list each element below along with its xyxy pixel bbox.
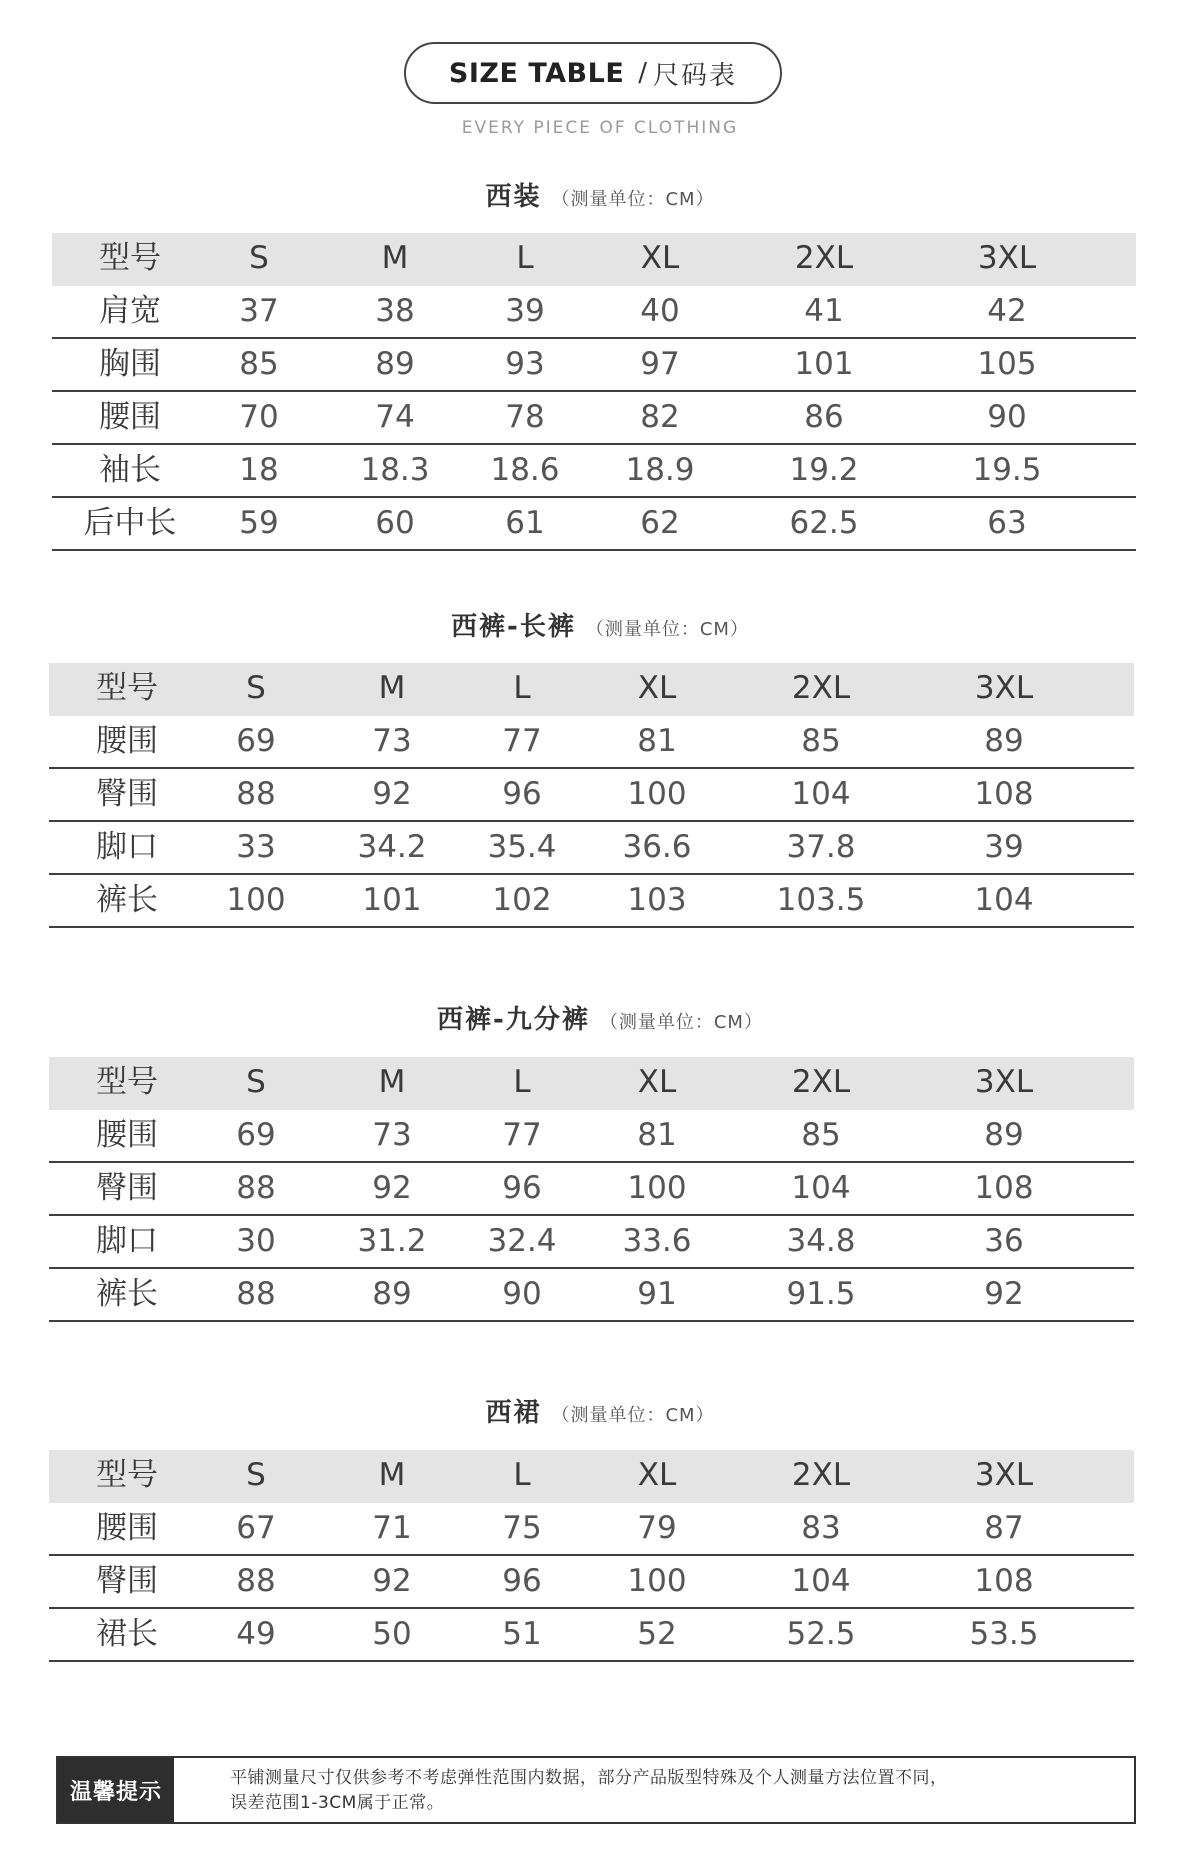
table-row bbox=[49, 1609, 1134, 1662]
title-english: SIZE TABLE bbox=[448, 57, 625, 89]
measurement-cell: 91.5 bbox=[786, 1276, 856, 1312]
size-table-suit bbox=[52, 233, 1136, 551]
measurement-cell: 104 bbox=[974, 882, 1034, 918]
column-header-model: 型号 bbox=[96, 670, 158, 706]
measurement-cell: 82 bbox=[640, 399, 680, 435]
measurement-cell: 61 bbox=[505, 505, 545, 541]
unit-label: （测量单位：CM） bbox=[551, 1405, 715, 1426]
measurement-cell: 92 bbox=[372, 1563, 412, 1599]
column-header-size: S bbox=[246, 1064, 266, 1100]
column-header-model: 型号 bbox=[96, 1064, 158, 1100]
column-header-size: S bbox=[246, 1457, 266, 1493]
measurement-cell: 63 bbox=[987, 505, 1027, 541]
table-row bbox=[49, 1163, 1134, 1216]
measurement-cell: 91 bbox=[637, 1276, 677, 1312]
size-table-skirt bbox=[49, 1450, 1134, 1662]
column-header-size: XL bbox=[637, 1457, 677, 1493]
measurement-cell: 33 bbox=[236, 829, 276, 865]
measurement-cell: 69 bbox=[236, 723, 276, 759]
column-header-size: L bbox=[513, 1064, 531, 1100]
column-header-model: 型号 bbox=[96, 1457, 158, 1493]
row-label: 臀围 bbox=[96, 1563, 158, 1599]
measurement-cell: 102 bbox=[492, 882, 552, 918]
measurement-cell: 100 bbox=[627, 1563, 687, 1599]
tips-text bbox=[174, 1758, 948, 1822]
measurement-cell: 35.4 bbox=[487, 829, 557, 865]
column-header-size: M bbox=[378, 670, 406, 706]
measurement-cell: 97 bbox=[640, 346, 680, 382]
row-label: 袖长 bbox=[99, 452, 161, 488]
table-row bbox=[49, 769, 1134, 822]
measurement-cell: 32.4 bbox=[487, 1223, 557, 1259]
measurement-cell: 60 bbox=[375, 505, 415, 541]
table-row bbox=[52, 392, 1136, 445]
row-label: 腰围 bbox=[96, 1510, 158, 1546]
size-table-trousers-cropped bbox=[49, 1057, 1134, 1322]
measurement-cell: 18.3 bbox=[360, 452, 430, 488]
column-header-size: 2XL bbox=[791, 670, 851, 706]
measurement-cell: 78 bbox=[505, 399, 545, 435]
measurement-cell: 103 bbox=[627, 882, 687, 918]
measurement-cell: 100 bbox=[627, 1170, 687, 1206]
measurement-cell: 36 bbox=[984, 1223, 1024, 1259]
measurement-cell: 87 bbox=[984, 1510, 1024, 1546]
measurement-cell: 36.6 bbox=[622, 829, 692, 865]
measurement-cell: 89 bbox=[984, 1117, 1024, 1153]
measurement-cell: 96 bbox=[502, 776, 542, 812]
column-header-size: 3XL bbox=[974, 1064, 1034, 1100]
column-header-size: M bbox=[378, 1457, 406, 1493]
measurement-cell: 33.6 bbox=[622, 1223, 692, 1259]
column-header-size: XL bbox=[637, 1064, 677, 1100]
measurement-cell: 104 bbox=[791, 1563, 851, 1599]
column-header-size: 3XL bbox=[974, 670, 1034, 706]
measurement-cell: 50 bbox=[372, 1616, 412, 1652]
table-header-row bbox=[49, 1450, 1134, 1503]
measurement-cell: 37 bbox=[239, 293, 279, 329]
measurement-cell: 101 bbox=[794, 346, 854, 382]
row-label: 胸围 bbox=[99, 346, 161, 382]
size-table-title bbox=[404, 42, 782, 104]
tips-line-2: 误差范围1-3CM属于正常。 bbox=[230, 1793, 445, 1813]
measurement-cell: 96 bbox=[502, 1170, 542, 1206]
measurement-cell: 92 bbox=[984, 1276, 1024, 1312]
row-label: 臀围 bbox=[96, 1170, 158, 1206]
table-row bbox=[49, 1110, 1134, 1163]
measurement-cell: 19.2 bbox=[789, 452, 859, 488]
measurement-cell: 89 bbox=[372, 1276, 412, 1312]
table-header-row bbox=[52, 233, 1136, 286]
section-name: 西装 bbox=[485, 182, 542, 212]
measurement-cell: 88 bbox=[236, 1563, 276, 1599]
measurement-cell: 79 bbox=[637, 1510, 677, 1546]
measurement-cell: 71 bbox=[372, 1510, 412, 1546]
measurement-cell: 89 bbox=[984, 723, 1024, 759]
section-name: 西裤-长裤 bbox=[451, 612, 576, 642]
measurement-cell: 67 bbox=[236, 1510, 276, 1546]
section-name: 西裤-九分裤 bbox=[437, 1005, 590, 1035]
table-row bbox=[52, 498, 1136, 551]
row-label: 腰围 bbox=[96, 723, 158, 759]
measurement-cell: 89 bbox=[375, 346, 415, 382]
row-label: 肩宽 bbox=[99, 293, 161, 329]
measurement-cell: 70 bbox=[239, 399, 279, 435]
column-header-size: XL bbox=[640, 240, 680, 276]
measurement-cell: 39 bbox=[984, 829, 1024, 865]
measurement-cell: 100 bbox=[226, 882, 286, 918]
tips-box bbox=[56, 1756, 1136, 1824]
measurement-cell: 85 bbox=[801, 723, 841, 759]
measurement-cell: 77 bbox=[502, 723, 542, 759]
table-row bbox=[49, 1216, 1134, 1269]
measurement-cell: 38 bbox=[375, 293, 415, 329]
measurement-cell: 77 bbox=[502, 1117, 542, 1153]
unit-label: （测量单位：CM） bbox=[599, 1012, 763, 1033]
measurement-cell: 19.5 bbox=[972, 452, 1042, 488]
measurement-cell: 81 bbox=[637, 1117, 677, 1153]
measurement-cell: 31.2 bbox=[357, 1223, 427, 1259]
measurement-cell: 49 bbox=[236, 1616, 276, 1652]
measurement-cell: 18.6 bbox=[490, 452, 560, 488]
table-row bbox=[49, 1269, 1134, 1322]
column-header-size: M bbox=[381, 240, 409, 276]
measurement-cell: 93 bbox=[505, 346, 545, 382]
measurement-cell: 90 bbox=[987, 399, 1027, 435]
unit-label: （测量单位：CM） bbox=[551, 189, 715, 210]
measurement-cell: 51 bbox=[502, 1616, 542, 1652]
tips-badge: 温馨提示 bbox=[58, 1758, 174, 1822]
measurement-cell: 88 bbox=[236, 1276, 276, 1312]
measurement-cell: 69 bbox=[236, 1117, 276, 1153]
measurement-cell: 108 bbox=[974, 1563, 1034, 1599]
column-header-size: XL bbox=[637, 670, 677, 706]
measurement-cell: 81 bbox=[637, 723, 677, 759]
measurement-cell: 90 bbox=[502, 1276, 542, 1312]
column-header-size: M bbox=[378, 1064, 406, 1100]
measurement-cell: 41 bbox=[804, 293, 844, 329]
row-label: 脚口 bbox=[96, 829, 158, 865]
measurement-cell: 86 bbox=[804, 399, 844, 435]
measurement-cell: 85 bbox=[801, 1117, 841, 1153]
table-row bbox=[52, 445, 1136, 498]
section-heading-trousers-cropped bbox=[0, 999, 1200, 1036]
row-label: 腰围 bbox=[99, 399, 161, 435]
measurement-cell: 34.8 bbox=[786, 1223, 856, 1259]
measurement-cell: 108 bbox=[974, 1170, 1034, 1206]
measurement-cell: 104 bbox=[791, 776, 851, 812]
subtitle: EVERY PIECE OF CLOTHING bbox=[461, 118, 739, 138]
measurement-cell: 75 bbox=[502, 1510, 542, 1546]
measurement-cell: 53.5 bbox=[969, 1616, 1039, 1652]
column-header-size: 2XL bbox=[794, 240, 854, 276]
column-header-size: S bbox=[246, 670, 266, 706]
row-label: 脚口 bbox=[96, 1223, 158, 1259]
measurement-cell: 103.5 bbox=[776, 882, 866, 918]
measurement-cell: 37.8 bbox=[786, 829, 856, 865]
measurement-cell: 101 bbox=[362, 882, 422, 918]
section-heading-trousers-long bbox=[0, 606, 1200, 643]
column-header-size: 2XL bbox=[791, 1457, 851, 1493]
unit-label: （测量单位：CM） bbox=[585, 619, 749, 640]
table-header-row bbox=[49, 663, 1134, 716]
table-row bbox=[49, 1503, 1134, 1556]
measurement-cell: 42 bbox=[987, 293, 1027, 329]
column-header-size: 3XL bbox=[977, 240, 1037, 276]
section-heading-skirt bbox=[0, 1392, 1200, 1429]
measurement-cell: 92 bbox=[372, 776, 412, 812]
measurement-cell: 18 bbox=[239, 452, 279, 488]
column-header-size: 3XL bbox=[974, 1457, 1034, 1493]
table-row bbox=[49, 1556, 1134, 1609]
table-row bbox=[49, 822, 1134, 875]
table-row bbox=[49, 716, 1134, 769]
title-chinese: 尺码表 bbox=[653, 60, 738, 91]
table-row bbox=[49, 875, 1134, 928]
measurement-cell: 105 bbox=[977, 346, 1037, 382]
measurement-cell: 85 bbox=[239, 346, 279, 382]
measurement-cell: 52.5 bbox=[786, 1616, 856, 1652]
tips-line-1: 平铺测量尺寸仅供参考不考虑弹性范围内数据，部分产品版型特殊及个人测量方法位置不同， bbox=[230, 1768, 948, 1788]
measurement-cell: 88 bbox=[236, 1170, 276, 1206]
column-header-size: L bbox=[516, 240, 534, 276]
table-row bbox=[52, 339, 1136, 392]
measurement-cell: 100 bbox=[627, 776, 687, 812]
row-label: 裤长 bbox=[96, 1276, 158, 1312]
column-header-size: L bbox=[513, 670, 531, 706]
column-header-size: L bbox=[513, 1457, 531, 1493]
row-label: 裤长 bbox=[96, 882, 158, 918]
table-row bbox=[52, 286, 1136, 339]
column-header-size: S bbox=[249, 240, 269, 276]
measurement-cell: 74 bbox=[375, 399, 415, 435]
section-name: 西裙 bbox=[485, 1398, 542, 1428]
measurement-cell: 39 bbox=[505, 293, 545, 329]
row-label: 裙长 bbox=[96, 1616, 158, 1652]
measurement-cell: 40 bbox=[640, 293, 680, 329]
measurement-cell: 108 bbox=[974, 776, 1034, 812]
column-header-size: 2XL bbox=[791, 1064, 851, 1100]
measurement-cell: 96 bbox=[502, 1563, 542, 1599]
size-table-trousers-long bbox=[49, 663, 1134, 928]
measurement-cell: 59 bbox=[239, 505, 279, 541]
measurement-cell: 34.2 bbox=[357, 829, 427, 865]
measurement-cell: 83 bbox=[801, 1510, 841, 1546]
measurement-cell: 30 bbox=[236, 1223, 276, 1259]
title-separator: / bbox=[638, 58, 648, 88]
row-label: 腰围 bbox=[96, 1117, 158, 1153]
section-heading-suit bbox=[0, 176, 1200, 213]
measurement-cell: 73 bbox=[372, 1117, 412, 1153]
row-label: 后中长 bbox=[83, 505, 177, 541]
column-header-model: 型号 bbox=[99, 240, 161, 276]
table-header-row bbox=[49, 1057, 1134, 1110]
measurement-cell: 52 bbox=[637, 1616, 677, 1652]
measurement-cell: 73 bbox=[372, 723, 412, 759]
row-label: 臀围 bbox=[96, 776, 158, 812]
measurement-cell: 92 bbox=[372, 1170, 412, 1206]
measurement-cell: 62 bbox=[640, 505, 680, 541]
measurement-cell: 104 bbox=[791, 1170, 851, 1206]
measurement-cell: 88 bbox=[236, 776, 276, 812]
measurement-cell: 18.9 bbox=[625, 452, 695, 488]
measurement-cell: 62.5 bbox=[789, 505, 859, 541]
